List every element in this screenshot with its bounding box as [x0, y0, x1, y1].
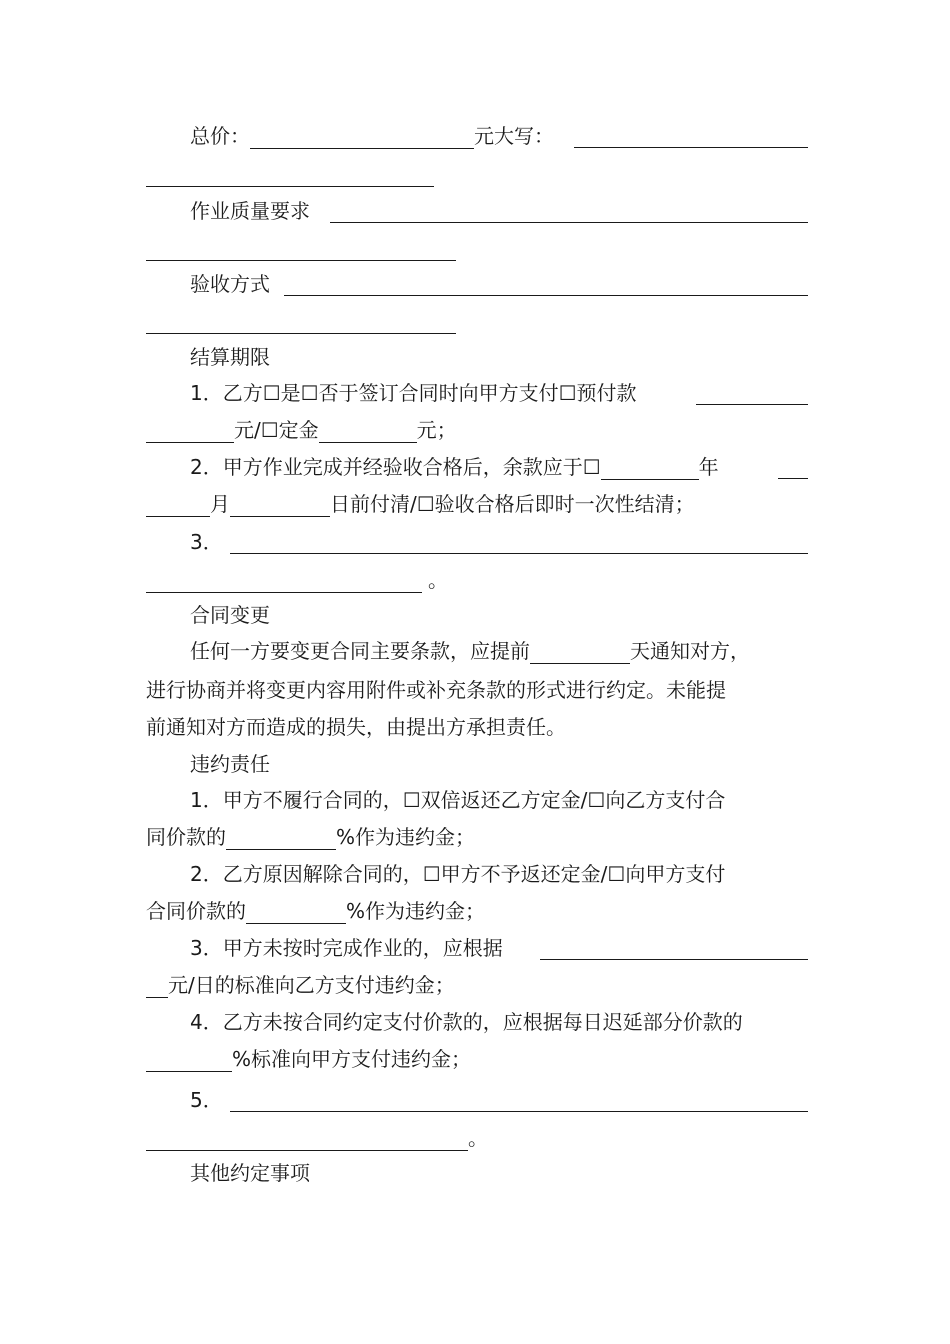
liability-item-2	[190, 856, 808, 892]
total-price-upper-label: 元大写：	[474, 124, 554, 148]
item-text: %标准向甲方支付违约金；	[232, 1047, 472, 1071]
change-text-b: 天通知对方，	[630, 639, 750, 663]
item-text: 甲方不履行合同的，☐双倍返还乙方定金/☐向乙方支付合	[222, 788, 726, 812]
quality-line	[190, 193, 808, 229]
late-penalty-percent-blank[interactable]	[146, 1047, 232, 1072]
item-text: 同价款的	[146, 825, 226, 849]
notice-days-blank[interactable]	[530, 639, 630, 664]
day-blank[interactable]	[230, 492, 330, 517]
item-number: 3．	[190, 530, 223, 554]
change-line-1	[190, 633, 808, 669]
liability-item-5	[190, 1082, 808, 1118]
liability-item-4-cont	[146, 1041, 808, 1077]
acceptance-blank[interactable]	[284, 271, 808, 296]
liability-other-blank-cont[interactable]	[146, 1126, 468, 1151]
item-text: %作为违约金；	[336, 825, 476, 849]
liability-item-3-cont	[146, 967, 808, 1003]
liability-item-2-cont	[146, 893, 808, 929]
change-line-3: 前通知对方而造成的损失，由提出方承担责任。	[146, 715, 566, 739]
item-number: 5．	[190, 1088, 223, 1112]
settlement-item-2	[190, 449, 808, 485]
liability-item-1	[190, 782, 808, 818]
total-price-line-cont	[146, 156, 808, 192]
daily-penalty-blank[interactable]	[540, 935, 808, 960]
period-mark: 。	[468, 1126, 488, 1150]
quality-blank-cont[interactable]	[146, 236, 456, 261]
settlement-item-3	[190, 524, 808, 560]
settlement-other-blank[interactable]	[230, 529, 808, 554]
quality-line-cont	[146, 230, 808, 266]
item-number: 1．	[190, 788, 223, 812]
acceptance-blank-cont[interactable]	[146, 309, 456, 334]
item-text: 元/日的标准向乙方支付违约金；	[168, 973, 455, 997]
item-number: 2．	[190, 455, 223, 479]
deposit-label: 元/☐定金	[234, 418, 319, 442]
change-text-a: 任何一方要变更合同主要条款，应提前	[190, 639, 530, 663]
total-price-blank[interactable]	[250, 124, 474, 149]
settlement-item-3-cont	[146, 562, 808, 598]
liability-item-1-cont	[146, 819, 808, 855]
settlement-other-blank-cont[interactable]	[146, 568, 422, 593]
penalty-percent-blank-2[interactable]	[246, 899, 346, 924]
liability-other-blank[interactable]	[230, 1087, 808, 1112]
item-text: 甲方未按时完成作业的，应根据	[222, 936, 503, 960]
year-label: 年	[698, 455, 719, 479]
prepayment-blank[interactable]	[696, 380, 808, 405]
item-number: 2．	[190, 862, 223, 886]
change-heading: 合同变更	[190, 603, 270, 627]
item-text: %作为违约金；	[346, 899, 486, 923]
item-number: 4．	[190, 1010, 223, 1034]
other-heading: 其他约定事项	[190, 1161, 310, 1185]
total-price-label: 总价：	[190, 124, 250, 148]
deposit-blank[interactable]	[319, 418, 417, 443]
daily-penalty-blank-cont[interactable]	[146, 973, 168, 998]
item-text: 合同价款的	[146, 899, 246, 923]
liability-heading: 违约责任	[190, 752, 270, 776]
month-blank[interactable]	[778, 454, 808, 479]
penalty-percent-blank-1[interactable]	[226, 825, 336, 850]
total-price-upper-blank[interactable]	[574, 123, 808, 148]
quality-blank[interactable]	[330, 198, 808, 223]
item-text: 乙方☐是☐否于签订合同时向甲方支付☐预付款	[222, 381, 637, 405]
settlement-item-1-cont	[146, 412, 808, 448]
item-number: 3．	[190, 936, 223, 960]
settlement-item-1	[190, 375, 808, 411]
item-text: 乙方原因解除合同的，☐甲方不予返还定金/☐向甲方支付	[222, 862, 726, 886]
liability-item-5-cont	[146, 1120, 808, 1156]
day-text: 日前付清/☐验收合格后即时一次性结清；	[330, 492, 695, 516]
acceptance-line-cont	[146, 303, 808, 339]
liability-item-3	[190, 930, 808, 966]
prepayment-blank-cont[interactable]	[146, 418, 234, 443]
month-label: 月	[210, 492, 230, 516]
year-blank[interactable]	[601, 455, 699, 480]
month-blank-cont[interactable]	[146, 492, 210, 517]
quality-label: 作业质量要求	[190, 199, 310, 223]
total-price-upper-blank-cont[interactable]	[146, 162, 434, 187]
period-mark: 。	[428, 568, 448, 592]
liability-item-4	[190, 1004, 808, 1040]
acceptance-label: 验收方式	[190, 272, 270, 296]
total-price-line	[190, 118, 808, 154]
acceptance-line	[190, 266, 808, 302]
item-text: 乙方未按合同约定支付价款的，应根据每日迟延部分价款的	[222, 1010, 743, 1034]
item-number: 1．	[190, 381, 223, 405]
settlement-item-2-cont	[146, 486, 808, 522]
deposit-unit: 元；	[416, 418, 457, 442]
change-line-2: 进行协商并将变更内容用附件或补充条款的形式进行约定。未能提	[146, 678, 726, 702]
settlement-heading: 结算期限	[190, 345, 270, 369]
item-text: 甲方作业完成并经验收合格后，余款应于☐	[222, 455, 601, 479]
